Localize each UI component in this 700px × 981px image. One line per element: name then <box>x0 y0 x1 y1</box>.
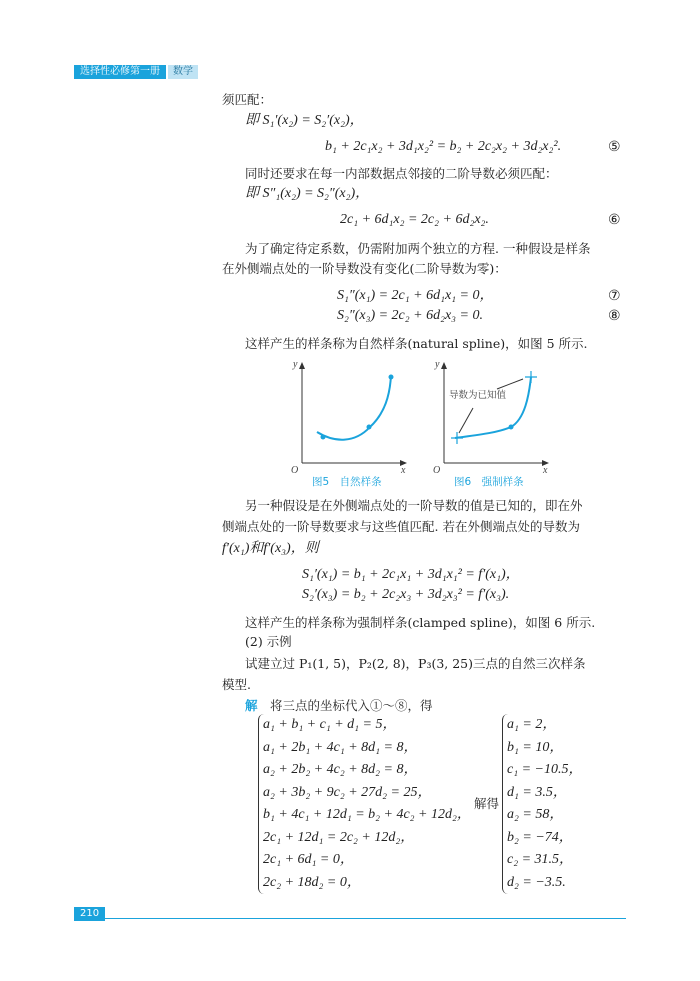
text-line: 模型. <box>222 677 251 692</box>
solve-label: 解得 <box>474 796 500 811</box>
solution-row: b₁ = 10， <box>507 739 564 755</box>
text-line: 这样产生的样条称为强制样条(clamped spline)，如图 6 所示. <box>245 615 596 630</box>
equation-system <box>258 714 471 894</box>
solution-row: a₂ = 58， <box>507 807 564 822</box>
spline-curve <box>317 375 391 440</box>
equation-number: ⑧ <box>608 308 621 324</box>
text-line: 为了确定待定系数，仍需附加两个独立的方程. 一种假设是样条 <box>245 241 591 256</box>
solution-row: c₁ = −10.5， <box>507 762 583 777</box>
solution-row: d₂ = −3.5. <box>507 874 566 890</box>
solution-row: d₁ = 3.5， <box>507 784 567 800</box>
svg-text:x: x <box>401 465 406 475</box>
equation-number: ⑥ <box>608 212 621 228</box>
text-line: 须匹配： <box>222 92 273 107</box>
text-line: 另一种假设是在外侧端点处的一阶导数的值是已知的，即在外 <box>245 498 583 513</box>
running-header <box>74 65 198 79</box>
figure-6-caption: 图6 强制样条 <box>454 476 524 488</box>
system-row: b₁ + 4c₁ + 12d₁ = b₂ + 4c₂ + 12d₂， <box>263 807 471 822</box>
solution-text: 将三点的坐标代入①～⑧，得 <box>270 698 433 713</box>
equation-7: S₁″(x₁) = 2c₁ + 6d₁x₁ = 0， <box>337 288 494 303</box>
solution-row: a₁ = 2， <box>507 717 557 732</box>
solution-row: b₂ = −74， <box>507 829 573 845</box>
figures-svg <box>285 355 565 475</box>
book-title: 选择性必修第一册 <box>74 65 166 79</box>
solution-system <box>502 714 582 894</box>
equation: 即 S₁′(x₂) = S₂′(x₂)， <box>245 113 364 128</box>
equation: S₂′(x₃) = b₂ + 2c₂x₃ + 3d₂x₃² = f′(x₃). <box>302 587 510 602</box>
equation-6: 2c₁ + 6d₁x₂ = 2c₂ + 6d₂x₂. <box>340 212 489 227</box>
system-row: a₂ + 2b₂ + 4c₂ + 8d₂ = 8， <box>263 762 418 777</box>
figure-5-caption: 图5 自然样条 <box>312 476 382 488</box>
system-row: 2c₁ + 12d₁ = 2c₂ + 12d₂， <box>263 829 415 845</box>
svg-text:导数为已知值: 导数为已知值 <box>449 390 507 401</box>
equation-number: ⑤ <box>608 139 621 155</box>
figure-5 <box>291 359 407 475</box>
text-line: 在外侧端点处的一阶导数没有变化(二阶导数为零)： <box>222 261 507 276</box>
page-number: 210 <box>74 907 105 921</box>
text-line: 同时还要求在每一内部数据点邻接的二阶导数必须匹配： <box>245 166 558 181</box>
solution-row: c₂ = 31.5， <box>507 852 574 867</box>
equation-5: b₁ + 2c₁x₂ + 3d₁x₂² = b₂ + 2c₂x₂ + 3d₂x₂². <box>325 139 562 154</box>
equation-8: S₂″(x₃) = 2c₂ + 6d₂x₃ = 0. <box>337 308 483 323</box>
figure-6 <box>433 359 549 475</box>
system-row: a₁ + b₁ + c₁ + d₁ = 5， <box>263 717 397 732</box>
svg-text:y: y <box>435 359 440 370</box>
equation: S₁′(x₁) = b₁ + 2c₁x₁ + 3d₁x₁² = f′(x₁)， <box>302 567 520 582</box>
subject-label: 数学 <box>168 65 198 79</box>
text-line: 这样产生的样条称为自然样条(natural spline)，如图 5 所示. <box>245 336 588 351</box>
section-label: (2) 示例 <box>245 634 292 649</box>
svg-text:O: O <box>291 465 299 475</box>
equation-number: ⑦ <box>608 288 621 304</box>
equation: 即 S″₁(x₂) = S₂″(x₂)， <box>245 186 370 201</box>
system-row: 2c₂ + 18d₂ = 0， <box>263 874 361 890</box>
system-row: a₂ + 3b₂ + 9c₂ + 27d₂ = 25， <box>263 784 432 800</box>
svg-text:x: x <box>543 465 548 475</box>
solution-label: 解 <box>245 698 258 713</box>
text-line: f′(x₁)和f′(x₃)，则 <box>222 541 319 556</box>
system-row: a₁ + 2b₁ + 4c₁ + 8d₁ = 8， <box>263 739 418 755</box>
page-footer <box>74 904 626 919</box>
svg-text:O: O <box>433 465 441 475</box>
svg-text:y: y <box>293 359 298 370</box>
text-line: 侧端点处的一阶导数要求与这些值匹配. 若在外侧端点处的导数为 <box>222 519 580 534</box>
solution-intro <box>245 698 433 714</box>
text-line: 试建立过 P₁(1, 5)，P₂(2, 8)，P₃(3, 25)三点的自然三次样条 <box>245 656 586 671</box>
system-row: 2c₁ + 6d₁ = 0， <box>263 852 354 867</box>
